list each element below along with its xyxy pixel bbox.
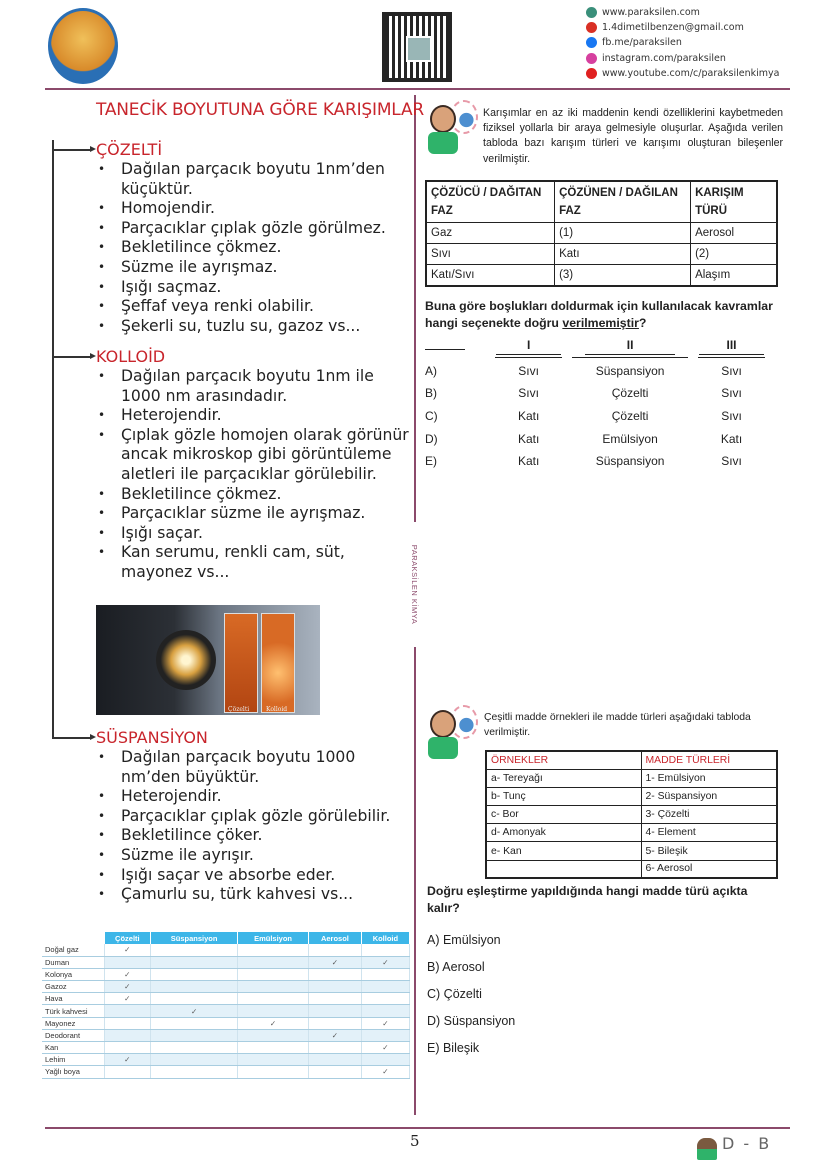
check-icon: ✓ [382,1043,389,1053]
table-cell [238,968,309,980]
table-row [426,223,777,244]
list-item: • Parçacıklar çıplak gözle görülmez. [96,219,414,239]
facebook-icon [586,37,597,48]
table-cell [151,1005,238,1017]
option-value: Sıvı [721,386,742,401]
column-header: Kolloid [361,932,409,944]
list-item: • Bekletilince çöker. [96,826,414,846]
list-item: • Parçacıklar çıplak gözle görülebilir. [96,807,414,827]
contact-item [586,20,779,35]
check-icon: ✓ [124,1055,131,1065]
column-header: ÇÖZÜCÜ / DAĞITAN FAZ [426,181,555,223]
answer-option[interactable]: A) Emülsiyon [427,933,501,947]
suspansiyon-list [96,748,414,905]
row-label: Mayonez [42,1017,104,1029]
web-icon [586,7,597,18]
answer-option[interactable]: D) Süspansiyon [427,1014,516,1028]
option-value: Katı [517,454,540,469]
option-value: Sıvı [518,363,539,378]
list-item: • Heterojendir. [96,787,414,807]
footer-divider [45,1127,790,1129]
table-cell [238,1042,309,1054]
table-row [42,993,410,1005]
option-col-wrap [495,338,562,358]
table-cell: 6- Aerosol [641,860,777,878]
tube-image [261,613,295,713]
tyndall-photo [96,605,320,715]
arrow-icon [52,737,92,739]
table-row [42,981,410,993]
column-header: Emülsiyon [238,932,309,944]
arrow-icon [52,356,92,358]
check-icon: ✓ [269,1018,277,1028]
table-row [486,769,777,787]
option-value: Katı [517,409,540,424]
option-value: Katı [720,431,743,446]
table-cell [309,1005,362,1017]
table-cell [238,981,309,993]
list-item: • Dağılan parçacık boyutu 1nm ile 1000 nm arasındadır. [96,367,414,406]
list-item: • Bekletilince çökmez. [96,238,414,258]
mascot-icon [697,1138,717,1160]
q1-options [425,337,765,473]
table-cell: (3) [555,265,691,286]
kolloid-list [96,367,414,583]
table-cell [238,1017,309,1029]
table-cell: Sıvı [426,244,555,265]
option-letter: D) [425,431,438,446]
table-cell [151,1029,238,1041]
option-value: Süspansiyon [595,454,665,469]
row-label: Hava [42,993,104,1005]
table-cell [361,1029,409,1041]
table-cell: 4- Element [641,824,777,842]
qr-code[interactable] [382,12,452,82]
answer-option[interactable] [425,427,765,450]
table-cell: 3- Çözelti [641,806,777,824]
cozelti-list [96,160,414,336]
table-cell [104,944,151,956]
option-value: Sıvı [518,386,539,401]
table-cell [104,956,151,968]
table-row [42,1017,410,1029]
row-label: Kan [42,1042,104,1054]
table-cell [361,981,409,993]
table-cell: Gaz [426,223,555,244]
table-cell: 2- Süspansiyon [641,787,777,805]
table-cell [361,944,409,956]
table-cell: a- Tereyağı [486,769,641,787]
table-row [426,244,777,265]
row-label: Yağlı boya [42,1066,104,1078]
column-header: ÖRNEKLER [486,751,641,769]
table-cell [104,1066,151,1078]
instagram-icon [586,53,597,64]
contact-text: 1.4dimetilbenzen@gmail.com [602,22,744,34]
photo-caption: Kolloid [266,706,288,713]
option-value: Sıvı [721,363,742,378]
row-label: Kolonya [42,968,104,980]
table-cell [361,956,409,968]
check-icon: ✓ [124,945,131,955]
option-header-row [425,337,765,360]
answer-option[interactable] [425,382,765,405]
row-label: Türk kahvesi [42,1005,104,1017]
option-letter: A) [425,363,437,378]
suspansiyon-heading: SÜSPANSİYON [96,728,208,747]
check-icon: ✓ [124,969,131,979]
cozelti-heading: ÇÖZELTİ [96,140,163,159]
table-cell [104,1017,151,1029]
table-cell [309,993,362,1005]
table-cell [309,1017,362,1029]
table-row [42,1042,410,1054]
check-icon: ✓ [382,957,389,967]
table-cell [361,1066,409,1078]
column-header: Çözelti [104,932,151,944]
answer-option[interactable] [425,450,765,473]
table-cell [151,1054,238,1066]
table-row [486,824,777,842]
table-header-row [426,181,777,223]
page-number: 5 [410,1132,420,1150]
table-cell [309,1066,362,1078]
table-cell [238,956,309,968]
youtube-icon [586,68,597,79]
table-cell: 1- Emülsiyon [641,769,777,787]
option-column-header: I [496,338,561,355]
table-cell [151,1042,238,1054]
list-item: • Süzme ile ayrışmaz. [96,258,414,278]
option-value: Katı [517,431,540,446]
table-cell [151,981,238,993]
answer-option[interactable]: E) Bileşik [427,1041,480,1055]
table-cell [151,1017,238,1029]
table-cell [309,956,362,968]
option-value: Emülsiyon [602,431,658,446]
check-icon: ✓ [331,957,339,967]
lamp-image [156,630,216,690]
table-cell [151,956,238,968]
contact-list [586,5,779,81]
table-cell: Aerosol [691,223,777,244]
author-avatar [48,8,118,84]
mixture-table [42,932,410,1079]
option-letter: C) [425,409,438,424]
contact-text: www.paraksilen.com [602,7,700,19]
row-label: Duman [42,956,104,968]
row-label: Lehim [42,1054,104,1066]
table-cell [104,1054,151,1066]
table-cell [309,981,362,993]
q1-intro: Karışımlar en az iki maddenin kendi özelliklerini kaybetmeden fiziksel yollarla bir araya gelmesiyle oluşurlar. Aşağıda verilen tabloda bazı karışım türleri ve karışımı oluşturan bileşenler verilmiştir. [483,107,783,165]
option-value: Çözelti [611,386,649,401]
table-cell [238,993,309,1005]
table-cell [309,1054,362,1066]
answer-option[interactable]: B) Aerosol [427,960,485,974]
contact-text: instagram.com/paraksilen [602,52,726,64]
option-col-wrap [572,338,688,358]
table-cell [104,981,151,993]
option-letter: B) [425,386,437,401]
list-item: • Dağılan parçacık boyutu 1000 nm’den büyüktür. [96,748,414,787]
table-cell: e- Kan [486,842,641,860]
mascot-image [422,705,477,775]
column-header: Süspansiyon [151,932,238,944]
column-header: Aerosol [309,932,362,944]
list-item: • Heterojendir. [96,406,414,426]
photo-caption: Çözelti [228,706,250,713]
table-row [486,860,777,878]
check-icon: ✓ [382,1067,389,1077]
table-cell: c- Bor [486,806,641,824]
table-cell [361,1017,409,1029]
table-cell [238,1029,309,1041]
list-item: • Çıplak gözle homojen olarak görünür ancak mikroskop gibi görüntüleme aletleri ile parçacıklar görülebilir. [96,426,414,485]
list-item: • Kan serumu, renkli cam, süt, mayonez vs... [96,543,414,582]
option-value: Sıvı [721,454,742,469]
list-item: • Işığı saçmaz. [96,278,414,298]
table-cell [309,968,362,980]
table-header-row [42,932,410,944]
table-row [42,968,410,980]
list-item: • Şekerli su, tuzlu su, gazoz vs... [96,317,414,337]
table-cell [238,1054,309,1066]
list-item: • Homojendir. [96,199,414,219]
table-cell [104,1042,151,1054]
table-cell [104,968,151,980]
table-row [486,787,777,805]
table-cell [151,1066,238,1078]
check-icon: ✓ [190,1006,198,1016]
table-cell [151,993,238,1005]
table-row [426,265,777,286]
table-cell: (2) [691,244,777,265]
check-icon: ✓ [124,994,131,1004]
q2-intro: Çeşitli madde örnekleri ile madde türleri aşağıdaki tabloda verilmiştir. [484,712,751,738]
list-item: • Süzme ile ayrışır. [96,846,414,866]
option-letter: E) [425,454,437,469]
table-cell [361,1042,409,1054]
list-item: • Bekletilince çökmez. [96,485,414,505]
table-cell: d- Amonyak [486,824,641,842]
table-cell: Katı [555,244,691,265]
check-icon: ✓ [124,982,131,992]
row-label: Deodorant [42,1029,104,1041]
table-cell: (1) [555,223,691,244]
answer-option[interactable]: C) Çözelti [427,987,482,1001]
table-cell [486,860,641,878]
contact-item [586,66,779,81]
table-cell [104,1029,151,1041]
table-cell [309,1029,362,1041]
contact-text: www.youtube.com/c/paraksilenkimya [602,67,780,79]
row-label: Doğal gaz [42,944,104,956]
table-cell [238,1005,309,1017]
contact-item [586,35,779,50]
tube-image [224,613,258,713]
mascot-image [422,100,477,170]
q1-question: Buna göre boşlukları doldurmak için kullanılacak kavramlar hangi seçenekte doğru verilmemiştir? [425,299,773,330]
table-row [42,1054,410,1066]
answer-option[interactable] [425,360,765,383]
table-row [42,1005,410,1017]
option-value: Çözelti [611,409,649,424]
answer-option[interactable] [425,405,765,428]
q2-question: Doğru eşleştirme yapıldığında hangi madde türü açıkta kalır? [427,884,748,915]
table-cell [238,1066,309,1078]
table-cell: 5- Bileşik [641,842,777,860]
table-row [486,806,777,824]
table-row [42,944,410,956]
option-column-header: III [699,338,764,355]
table-cell [151,944,238,956]
table-cell [309,1042,362,1054]
table-cell [361,968,409,980]
check-icon: ✓ [382,1018,389,1028]
table-header-row [486,751,777,769]
table-row [42,956,410,968]
list-item: • Işığı saçar. [96,524,414,544]
q2-table [485,750,778,879]
table-row [42,1066,410,1078]
kolloid-heading: KOLLOİD [96,347,166,366]
table-cell [361,1005,409,1017]
table-cell [104,1005,151,1017]
table-cell [238,944,309,956]
page-title: TANECİK BOYUTUNA GÖRE KARIŞIMLAR [96,100,424,120]
table-cell [361,993,409,1005]
option-value: Sıvı [721,409,742,424]
column-header: MADDE TÜRLERİ [641,751,777,769]
table-row [486,842,777,860]
corner-cell [42,932,104,944]
table-cell [151,968,238,980]
table-cell: Katı/Sıvı [426,265,555,286]
list-item: • Şeffaf veya renki olabilir. [96,297,414,317]
option-value: Süspansiyon [595,363,665,378]
contact-item [586,51,779,66]
list-item: • Dağılan parçacık boyutu 1nm’den küçüktür. [96,160,414,199]
table-cell [361,1054,409,1066]
table-cell [309,944,362,956]
list-item: • Parçacıklar süzme ile ayrışmaz. [96,504,414,524]
column-header: KARIŞIM TÜRÜ [691,181,777,223]
booklet-code: D - B [722,1134,772,1153]
table-row [42,1029,410,1041]
column-header: ÇÖZÜNEN / DAĞILAN FAZ [555,181,691,223]
table-cell: b- Tunç [486,787,641,805]
table-cell [104,993,151,1005]
option-col-wrap [698,338,765,358]
q1-table [425,180,778,287]
contact-text: fb.me/paraksilen [602,37,682,49]
header-divider [45,88,790,90]
check-icon: ✓ [331,1030,339,1040]
arrow-icon [52,149,92,151]
row-label: Gazoz [42,981,104,993]
table-cell: Alaşım [691,265,777,286]
bracket-line [52,140,54,738]
list-item: • Çamurlu su, türk kahvesi vs... [96,885,414,905]
side-brand-text: PARAKSİLEN KİMYA [410,522,419,647]
list-item: • Işığı saçar ve absorbe eder. [96,866,414,886]
option-column-header: II [585,338,675,355]
contact-item [586,5,779,20]
gmail-icon [586,22,597,33]
